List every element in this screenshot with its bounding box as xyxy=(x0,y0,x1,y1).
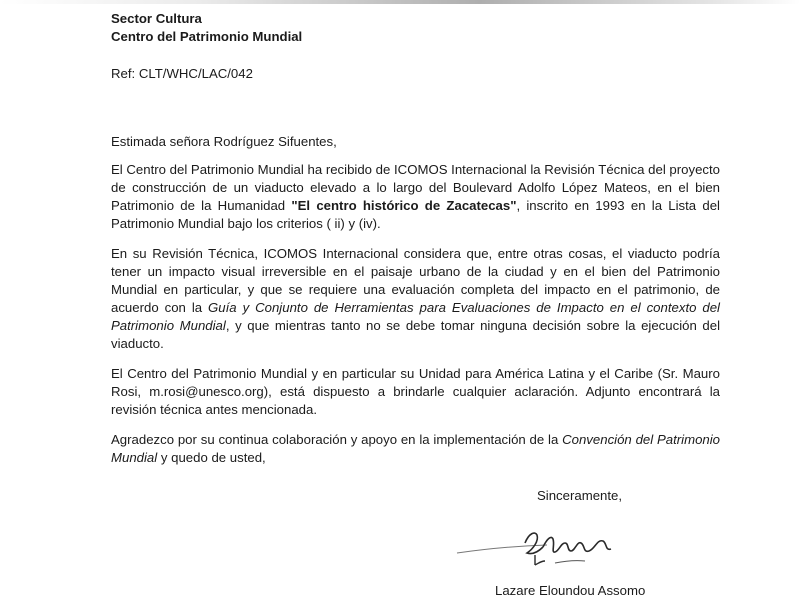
paragraph-2 xyxy=(111,245,720,353)
letter-document xyxy=(111,8,720,479)
paragraph-2-text-c: , y que mientras tanto no se debe tomar ninguna decisión sobre la ejecución del viaducto. xyxy=(111,318,720,351)
signer-name: Lazare Eloundou Assomo xyxy=(495,583,646,598)
signature-image xyxy=(455,525,655,575)
paragraph-4 xyxy=(111,431,720,467)
guide-title: Guía y Conjunto de Herramientas para Evaluaciones de Impacto en el contexto del Patrimonio Mundial xyxy=(111,300,720,333)
paragraph-1-text-a: El Centro del Patrimonio Mundial ha recibido de ICOMOS Internacional la Revisión Técnica del proyecto de construcción de un viaducto elevado a lo largo del Boulevard Adolfo López Mateos, en el bien Patrimonio de la Humanidad xyxy=(111,162,720,213)
paragraph-1-text-c: , inscrito en 1993 en la Lista del Patrimonio Mundial bajo los criterios ( ii) y (iv). xyxy=(111,198,720,231)
paragraph-4-text-c: y quedo de usted, xyxy=(157,450,266,465)
paragraph-1 xyxy=(111,161,720,233)
paragraph-3: El Centro del Patrimonio Mundial y en particular su Unidad para América Latina y el Caribe (Sr. Mauro Rosi, m.rosi@unesco.org), está dispuesto a brindarle cualquier aclaración. Adjunto encontrará la revisión técnica antes mencionada. xyxy=(111,366,720,417)
sector-name: Sector Cultura xyxy=(111,11,202,26)
site-name: "El centro histórico de Zacatecas" xyxy=(291,198,517,213)
paragraph-4-text-a: Agradezco por su continua colaboración y apoyo en la implementación de la xyxy=(111,432,563,447)
salutation: Estimada señora Rodríguez Sifuentes, xyxy=(111,134,337,149)
top-edge-bar xyxy=(0,0,800,4)
paragraph-2-text-a: En su Revisión Técnica, ICOMOS Internacional considera que, entre otras cosas, el viaducto podría tener un impacto visual irreversible en el paisaje urbano de la ciudad y en el bien del Patrimonio Mundial en particular, y que se requiere una evaluación completa del impacto en el patrimonio, de acuerdo con la xyxy=(111,246,720,315)
convention-title: Convención del Patrimonio Mundial xyxy=(111,432,721,465)
reference-line: Ref: CLT/WHC/LAC/042 xyxy=(111,66,253,81)
closing-line: Sinceramente, xyxy=(537,488,623,503)
center-name: Centro del Patrimonio Mundial xyxy=(111,29,303,44)
